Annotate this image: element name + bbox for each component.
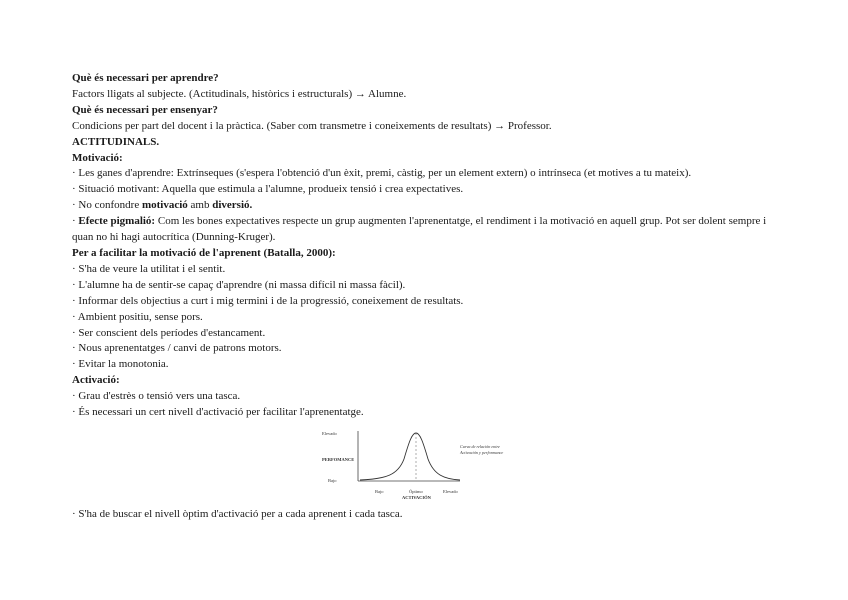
bullet-pigmalio: · Efecte pigmalió: Com les bones expectatives respecte un grup augmenten l'aprenentatge, el rendiment i la motivació en aquell grup. Pot ser dolent sempre i quan no hi hagi autocrítica (Dunning-Kruger). xyxy=(72,215,767,244)
x-label-mid: Óptimo xyxy=(409,489,423,494)
figure-note-2: Activación y performance xyxy=(460,450,504,455)
paragraph-learn: Factors lligats al subjecte. (Actitudinals, històrics i estructurals) → Alumne. xyxy=(72,87,407,100)
bullet-activation-2: · És necessari un cert nivell d'activació per facilitar l'aprenentatge. xyxy=(72,406,364,419)
list-item: · Nous aprenentatges / canvi de patrons motors. xyxy=(72,342,282,355)
bullet-motivation-1: · Les ganes d'aprendre: Extrínseques (s'espera l'obtenció d'un èxit, premi, càstig, per un element extern) o intrínseca (et motives a tu mateix). xyxy=(72,167,692,180)
x-axis-label: ACTIVACIÓN xyxy=(402,495,431,500)
heading-activacio: Activació: xyxy=(72,374,120,387)
y-label-low: Bajo xyxy=(328,478,337,483)
list-item: · S'ha de veure la utilitat i el sentit. xyxy=(72,262,226,275)
y-axis-label: PERFOMANCE xyxy=(322,457,355,462)
facilitar-list xyxy=(72,262,778,373)
question-teach: Què és necessari per ensenyar? xyxy=(72,103,218,116)
bullet-activation-last: · S'ha de buscar el nivell òptim d'activació per a cada aprenent i cada tasca. xyxy=(72,508,403,520)
figure-note-1: Curva de relación entre xyxy=(460,444,500,449)
list-item: · L'alumne ha de sentir-se capaç d'aprendre (ni massa difícil ni massa fàcil). xyxy=(72,278,406,291)
heading-facilitar: Per a facilitar la motivació de l'aprenent (Batalla, 2000): xyxy=(72,246,336,259)
bullet-motivation-3: · No confondre motivació amb diversió. xyxy=(72,199,253,212)
bullet-motivation-2: · Situació motivant: Aquella que estimula a l'alumne, produeix tensió i crea expectatives. xyxy=(72,183,464,196)
bullet-activation-1: · Grau d'estrès o tensió vers una tasca. xyxy=(72,390,241,403)
heading-actitudinals: ACTITUDINALS. xyxy=(72,135,160,148)
x-label-low: Bajo xyxy=(375,489,384,494)
x-label-high: Elevado xyxy=(443,489,458,494)
activation-performance-figure xyxy=(320,427,530,505)
y-label-high: Elevado xyxy=(322,431,337,436)
document-body xyxy=(72,71,778,421)
list-item: · Ser conscient dels períodes d'estancament. xyxy=(72,326,266,339)
question-learn: Què és necessari per aprendre? xyxy=(72,72,219,84)
list-item: · Ambient positiu, sense pors. xyxy=(72,310,203,323)
list-item: · Evitar la monotonia. xyxy=(72,358,169,371)
activation-curve xyxy=(360,433,460,480)
paragraph-teach: Condicions per part del docent i la pràctica. (Saber com transmetre i coneixements de resultats) → Professor. xyxy=(72,119,552,132)
list-item: · Informar dels objectius a curt i mig termini i de la progressió, coneixement de resultats. xyxy=(72,294,464,307)
heading-motivacio: Motivació: xyxy=(72,151,123,164)
